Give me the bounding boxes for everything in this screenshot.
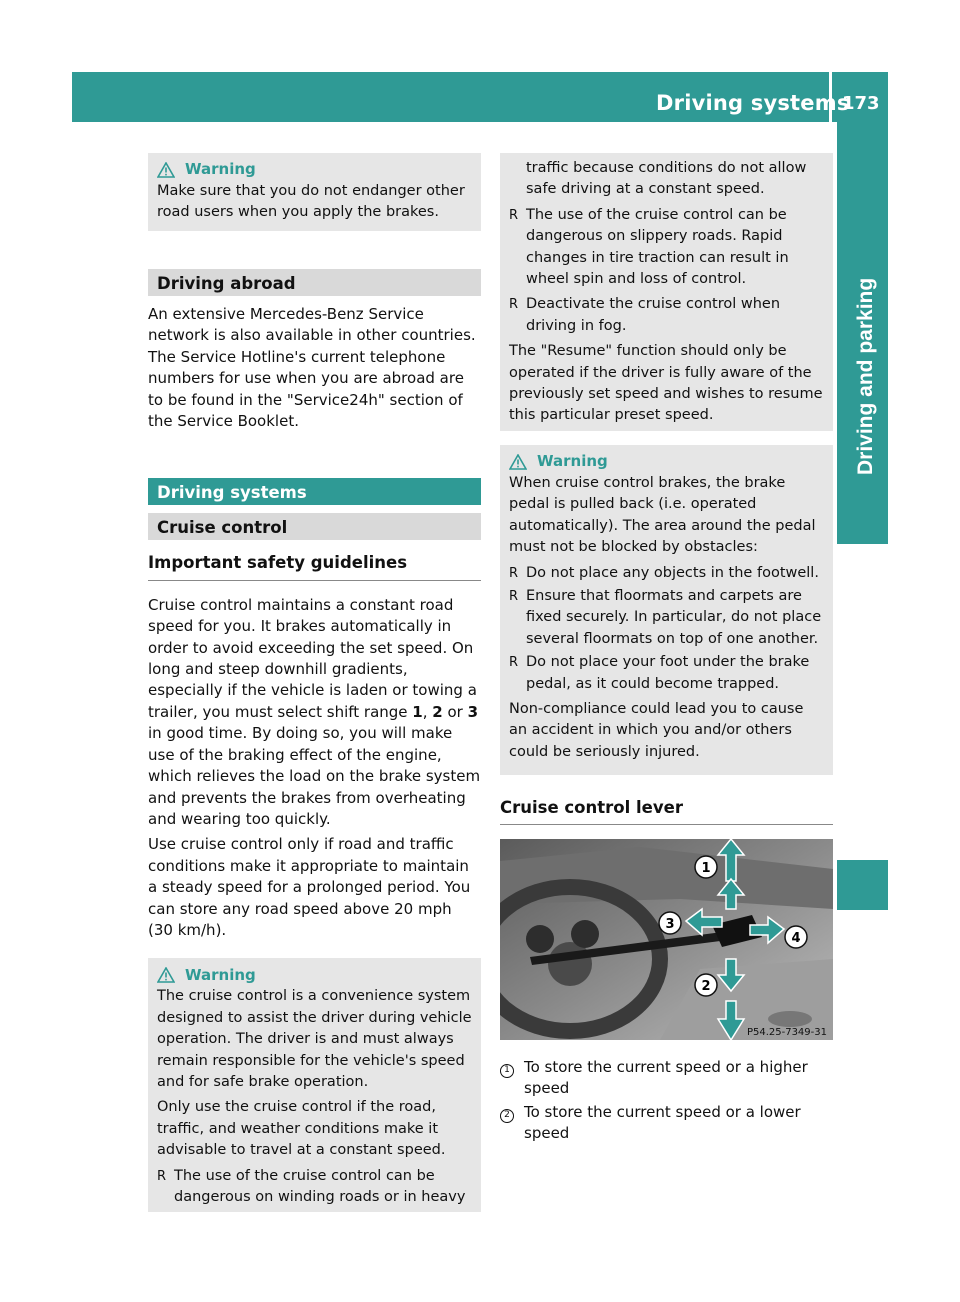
warning-triangle-icon	[157, 967, 175, 983]
cruise-control-heading: Cruise control	[148, 513, 481, 540]
safety-paragraph-2: Use cruise control only if road and traffic conditions make it appropriate to maintain a steady speed for a prolonged period. You can store any road speed above 20 mph (30 km/h).	[148, 835, 471, 939]
para1-sep-1: ,	[422, 702, 433, 721]
warning-bullet: R Deactivate the cruise control when driving in fog.	[509, 294, 824, 337]
caption-text: To store the current speed or a lower speed	[524, 1102, 801, 1143]
warning-bullet: R Do not place your foot under the brake pedal, as it could become trapped.	[509, 652, 824, 695]
caption-number: 1	[500, 1064, 514, 1078]
warning-bullet: R Ensure that floormats and carpets are fixed securely. In particular, do not place several floormats on top of one another.	[509, 586, 824, 650]
side-tab-label: Driving and parking	[854, 277, 877, 475]
warning-box-continued	[500, 153, 833, 431]
caption-number: 2	[500, 1109, 514, 1123]
left-column	[148, 153, 481, 1212]
safety-paragraph-1	[148, 595, 481, 830]
warning-box-2	[148, 958, 481, 1212]
driving-abroad-text: An extensive Mercedes-Benz Service network is also available in other countries. The Service Hotline's current telephone numbers for use when you are abroad are to be found in the "Service24h" section of the Service Booklet.	[148, 305, 476, 431]
shift-range-2: 2	[432, 702, 443, 721]
section-title: Driving systems	[656, 91, 850, 115]
callout-4: 4	[791, 931, 801, 947]
warning-triangle-icon	[509, 454, 527, 470]
side-marker	[837, 860, 888, 910]
warning-box-1	[148, 153, 481, 231]
safety-guidelines-heading: Important safety guidelines	[148, 552, 481, 580]
callout-2: 2	[701, 979, 711, 995]
warning-header	[157, 159, 472, 181]
side-tab-label-svg	[843, 250, 883, 480]
shift-range-1: 1	[412, 702, 423, 721]
warning-bullet: R The use of the cruise control can be dangerous on slippery roads. Rapid changes in tire traction can result in wheel spin and loss of control.	[509, 205, 824, 291]
warning-text-1: The cruise control is a convenience system designed to assist the driver during vehicle operation. The driver is and must always remain responsible for the vehicle's speed and for safe brake operation.	[157, 988, 472, 1090]
continued-bullet-text: traffic because conditions do not allow safe driving at a constant speed.	[526, 160, 807, 198]
warning-header	[509, 451, 824, 473]
page-number: 173	[842, 93, 880, 114]
caption-item	[500, 1057, 833, 1100]
warning-triangle-icon	[157, 162, 175, 178]
lever-illustration	[500, 839, 833, 1040]
warning-title: Warning	[537, 452, 608, 471]
warning-text: Make sure that you do not endanger other road users when you apply the brakes.	[157, 183, 465, 221]
para1-sep-2: or	[442, 702, 468, 721]
caption-item	[500, 1102, 833, 1145]
callout-3: 3	[665, 917, 675, 933]
warning-bullet: R Do not place any objects in the footwell.	[509, 563, 824, 584]
caption-list	[500, 1057, 833, 1145]
caption-text: To store the current speed or a higher speed	[524, 1057, 808, 1098]
para1-text-a: Cruise control maintains a constant road speed for you. It brakes automatically in order to avoid exceeding the set speed. On long and steep downhill gradients, especially if the vehicle is laden or towing a trailer, you must select shift range	[148, 595, 477, 721]
warning-text-1: When cruise control brakes, the brake pedal is pulled back (i.e. operated automatically). The area around the pedal must not be blocked by obstacles:	[509, 475, 816, 556]
warning-text-2: Only use the cruise control if the road, traffic, and weather conditions make it advisable to travel at a constant speed.	[157, 1099, 446, 1159]
shift-range-3: 3	[467, 702, 479, 721]
driving-systems-heading: Driving systems	[148, 478, 481, 505]
para1-text-b: in good time. By doing so, you will make use of the braking effect of the engine, which relieves the load on the brake system and prevents the brakes from overheating and wearing too quickly.	[148, 724, 481, 828]
figure-code: P54.25-7349-31	[746, 1027, 827, 1039]
callout-1: 1	[701, 861, 711, 877]
warning-box-3	[500, 445, 833, 775]
warning-bullet: R The use of the cruise control can be dangerous on winding roads or in heavy	[157, 1166, 472, 1209]
warning-header	[157, 964, 472, 986]
driving-abroad-heading: Driving abroad	[148, 269, 481, 296]
resume-text: The "Resume" function should only be operated if the driver is fully aware of the previously set speed and wishes to resume this particular preset speed.	[509, 343, 823, 424]
right-column	[500, 153, 833, 1144]
warning-title: Warning	[185, 965, 256, 984]
cruise-lever-heading: Cruise control lever	[500, 797, 833, 825]
warning-title: Warning	[185, 160, 256, 179]
cruise-lever-figure	[500, 839, 833, 1046]
warning-text-2: Non-compliance could lead you to cause an accident in which you and/or others could be seriously injured.	[509, 701, 804, 760]
